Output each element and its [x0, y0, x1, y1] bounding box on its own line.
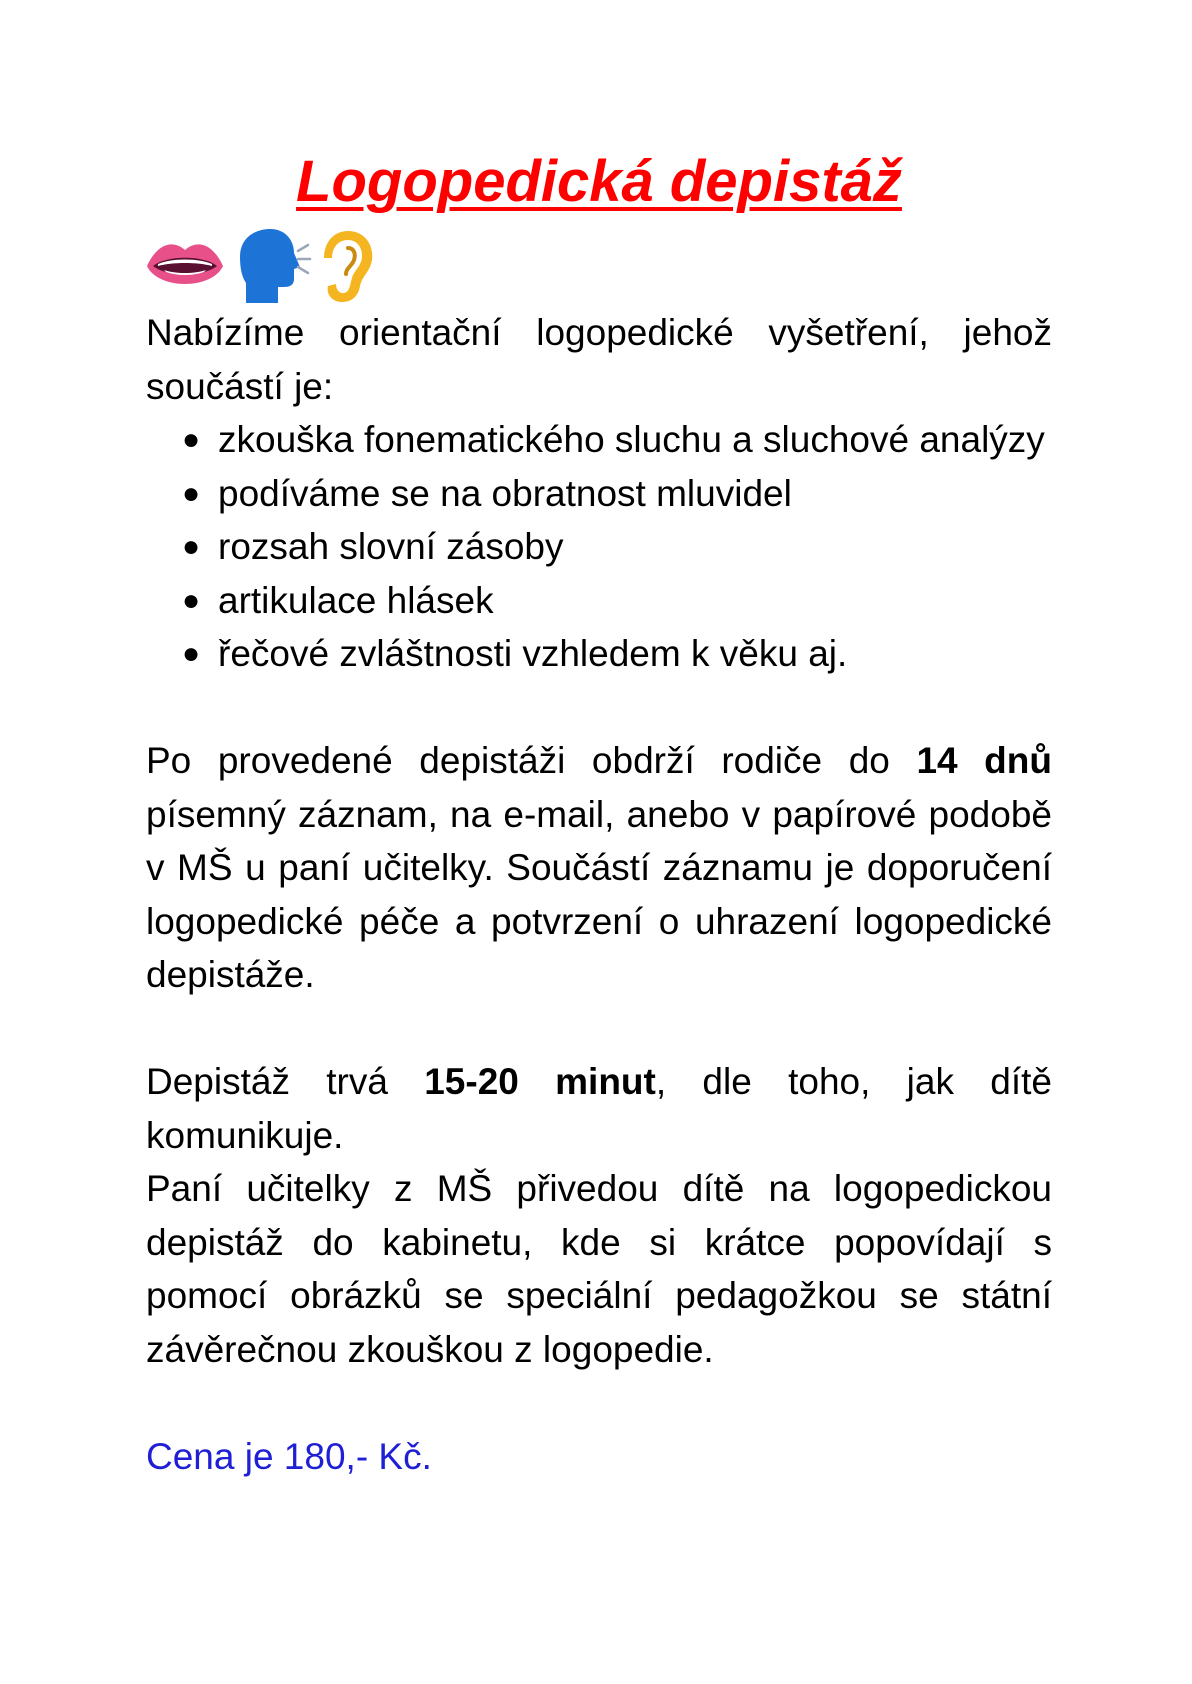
process-paragraph: Paní učitelky z MŠ přivedou dítě na logopedickou depistáž do kabinetu, kde si krátce popovídají s pomocí obrázků se speciální pedagožkou se státní závěrečnou zkouškou z logopedie.: [146, 1168, 1052, 1370]
spacer: [146, 1376, 1052, 1430]
list-item: ● artikulace hlásek: [218, 574, 1052, 628]
bullet-icon: ●: [182, 476, 201, 510]
spacer: [146, 1002, 1052, 1056]
list-item: ● podíváme se na obratnost mluvidel: [218, 467, 1052, 521]
bullet-icon: ●: [182, 423, 201, 456]
speaking-head-icon: [232, 227, 312, 305]
ear-icon: [318, 228, 378, 304]
duration-days: 14 dnů: [916, 740, 1052, 781]
emoji-row: [144, 226, 1052, 306]
duration-paragraph: Depistáž trvá 15-20 minut, dle toho, jak dítě komunikuje.: [146, 1061, 1052, 1156]
page-title: Logopedická depistáž: [296, 149, 902, 214]
bullet-icon: ●: [182, 530, 201, 563]
list-item: ● rozsah slovní zásoby: [218, 520, 1052, 574]
exam-list: [146, 413, 1052, 681]
document-body: [146, 142, 1052, 1483]
price-text: Cena je 180,- Kč.: [146, 1435, 432, 1477]
duration-minutes: 15-20 minut: [424, 1061, 656, 1102]
mouth-icon: [144, 238, 226, 294]
spacer: [146, 681, 1052, 735]
report-paragraph: Po provedené depistáži obdrží rodiče do 14 dnů písemný záznam, na e-mail, anebo v papírové podobě v MŠ u paní učitelky. Součástí záznamu je doporučení logopedické péče a potvrzení o uhrazení logopedické depistáže.: [146, 740, 1052, 995]
intro-paragraph: Nabízíme orientační logopedické vyšetření, jehož součástí je:: [146, 312, 1052, 407]
list-item: ● řečové zvláštnosti vzhledem k věku aj.: [218, 627, 1052, 681]
list-item: ● zkouška fonematického sluchu a sluchové analýzy: [218, 413, 1052, 467]
bullet-icon: ●: [182, 637, 201, 670]
bullet-icon: ●: [182, 583, 201, 617]
